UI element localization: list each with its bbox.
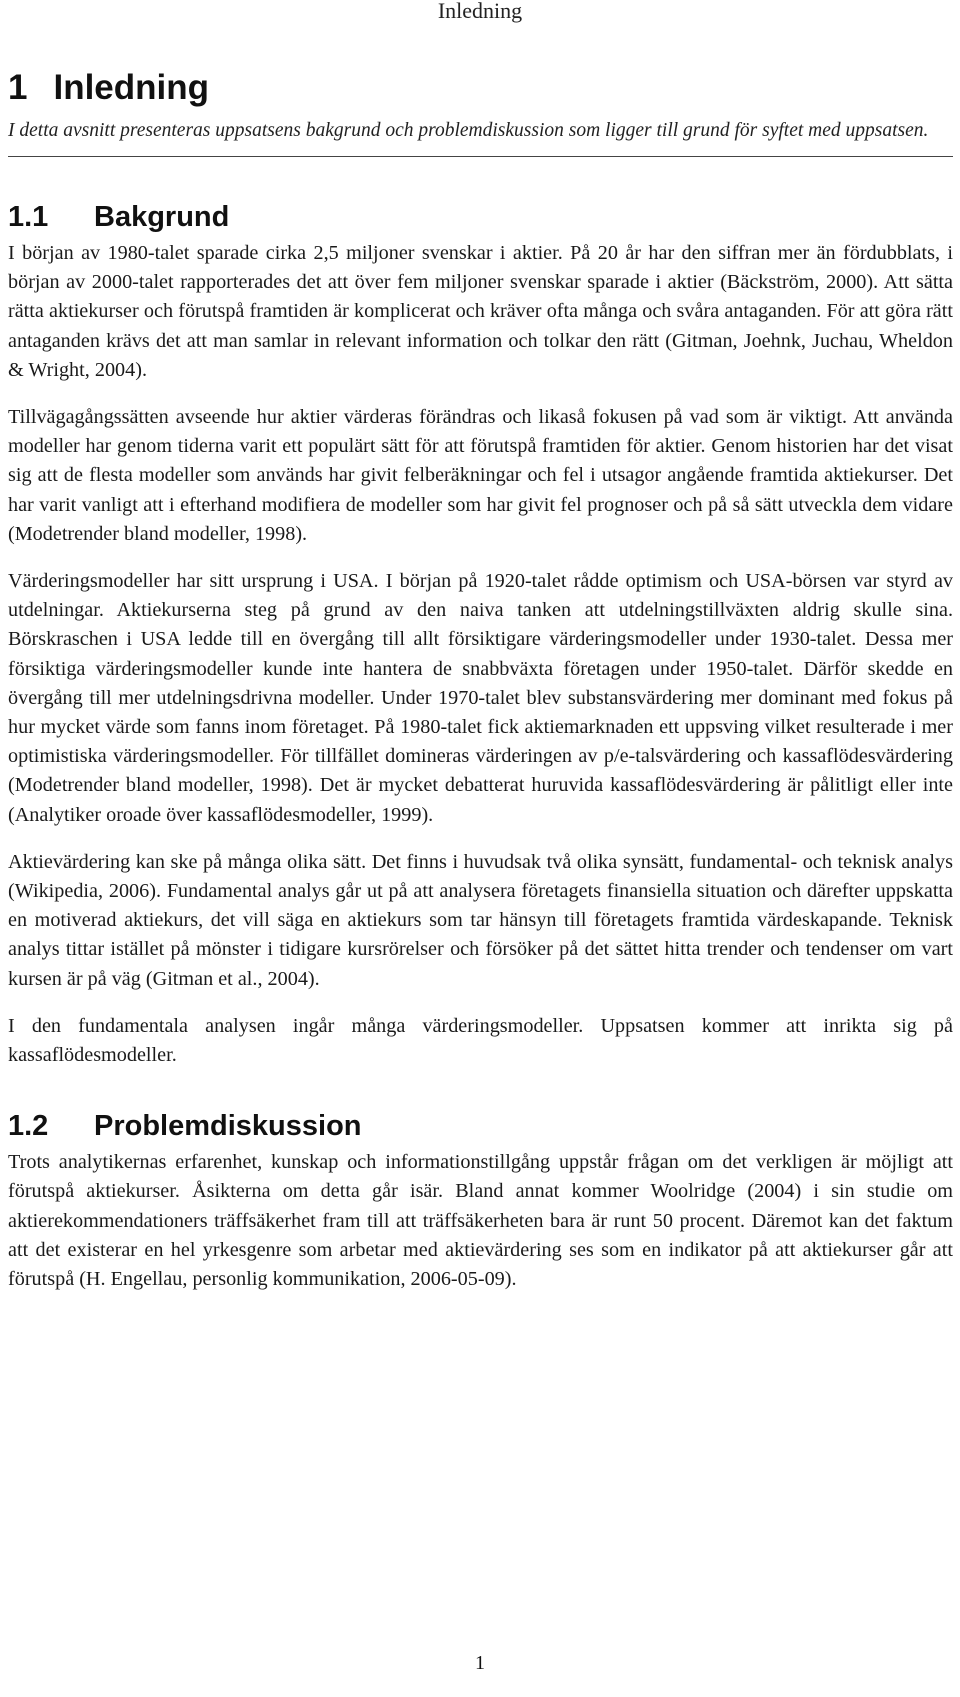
paragraph: Värderingsmodeller har sitt ursprung i USA. I början på 1920-talet rådde optimism och USA-börsen var styrd av utdelningar. Aktiekurserna steg på grund av den naiva tanken att utdelningstillväxten aldrig skulle sina. Börskraschen i USA ledde till en övergång till allt försiktigare värderingsmodeller under 1930-talet. Dessa mer försiktiga värderingsmodeller kunde inte hantera de snabbväxta företagen under 1950-talet. Därför skedde en övergång till mer utdelningsdrivna modeller. Under 1970-talet blev substansvärdering mer dominant med fokus på hur mycket värde som fanns inom företaget. På 1980-talet fick aktiemarknaden ett uppsving vilket resulterade i mer optimistiska värderingsmodeller. För tillfället domineras värderingen av p/e-talsvärdering och kassaflödesvärdering (Modetrender bland modeller, 1998). Det är mycket debatterat huruvida kassaflödesvärdering är pålitligt eller inte (Analytiker oroade över kassaflödesmodeller, 1999).: [8, 570, 953, 826]
section-title: Bakgrund: [94, 201, 230, 233]
section-number: 1.1: [8, 201, 49, 233]
chapter-number: 1: [8, 68, 28, 107]
paragraph: I den fundamentala analysen ingår många värderingsmodeller. Uppsatsen kommer att inrikta sig på kassaflödesmodeller.: [8, 1014, 953, 1067]
paragraph: I början av 1980-talet sparade cirka 2,5 miljoner svenskar i aktier. På 20 år har den siffran mer än fördubblats, i början av 2000-talet rapporterades det att över fem miljoner svenskar sparade i aktier (Bäckström, 2000). Att sätta rätta aktiekurser och förutspå framtiden är komplicerat och kräver ofta många och svåra antaganden. För att göra rätt antaganden krävs det att man samlar in relevant information och tolkar den rätt (Gitman, Joehnk, Juchau, Wheldon & Wright, 2004).: [8, 242, 953, 381]
page-content: [8, 62, 953, 1312]
paragraph: Trots analytikernas erfarenhet, kunskap och informationstillgång uppstår frågan om det verkligen är möjligt att förutspå aktiekurser. Åsikterna om detta går isär. Bland annat kommer Woolridge (2004) i sin studie om aktierekommendationers träffsäkerhet fram till att träffsäkerheten bara är runt 50 procent. Däremot kan det faktum att det existerar en hel yrkesgenre som arbetar med aktievärdering ses som en indikator på att aktiekurser går att förutspå (H. Engellau, personlig kommunikation, 2006-05-09).: [8, 1151, 953, 1291]
running-header: Inledning: [437, 0, 523, 23]
section-heading-problemdiskussion: [8, 1104, 953, 1148]
paragraph: Aktievärdering kan ske på många olika sätt. Det finns i huvudsak två olika synsätt, fundamental- och teknisk analys (Wikipedia, 2006). Fundamental analys går ut på att analysera företagets finansiella situation och därefter uppskatta en motiverad aktiekurs, det vill säga en aktiekurs som tar hänsyn till företagets framtida värdeskapande. Teknisk analys tittar istället på mönster i tidigare kursrörelser och försöker på det sättet hitta trender och tendenser om vart kursen är på väg (Gitman et al., 2004).: [8, 850, 953, 990]
chapter-lead: I detta avsnitt presenteras uppsatsens bakgrund och problemdiskussion som ligger till grund för syftet med uppsatsen.: [8, 116, 953, 157]
section-number: 1.2: [8, 1110, 49, 1143]
paragraph: Tillvägagångssätten avseende hur aktier värderas förändras och likaså fokusen på vad som är viktigt. Att använda modeller har genom tiderna varit ett populärt sätt för att förutspå framtiden för aktier. Genom historien har det visat sig att de flesta modeller som används har givit felberäkningar och fel i utsagor angående framtida aktiekurser. Det har varit vanligt att i efterhand modifiera de modeller som har givit fel prognoser och på så sätt utveckla dem vidare (Modetrender bland modeller, 1998).: [8, 406, 953, 545]
page-number: 1: [475, 1652, 485, 1674]
chapter-heading: [8, 62, 953, 114]
section-title: Problemdiskussion: [94, 1110, 362, 1143]
chapter-title: Inledning: [53, 68, 210, 107]
section-heading-bakgrund: [8, 195, 953, 239]
